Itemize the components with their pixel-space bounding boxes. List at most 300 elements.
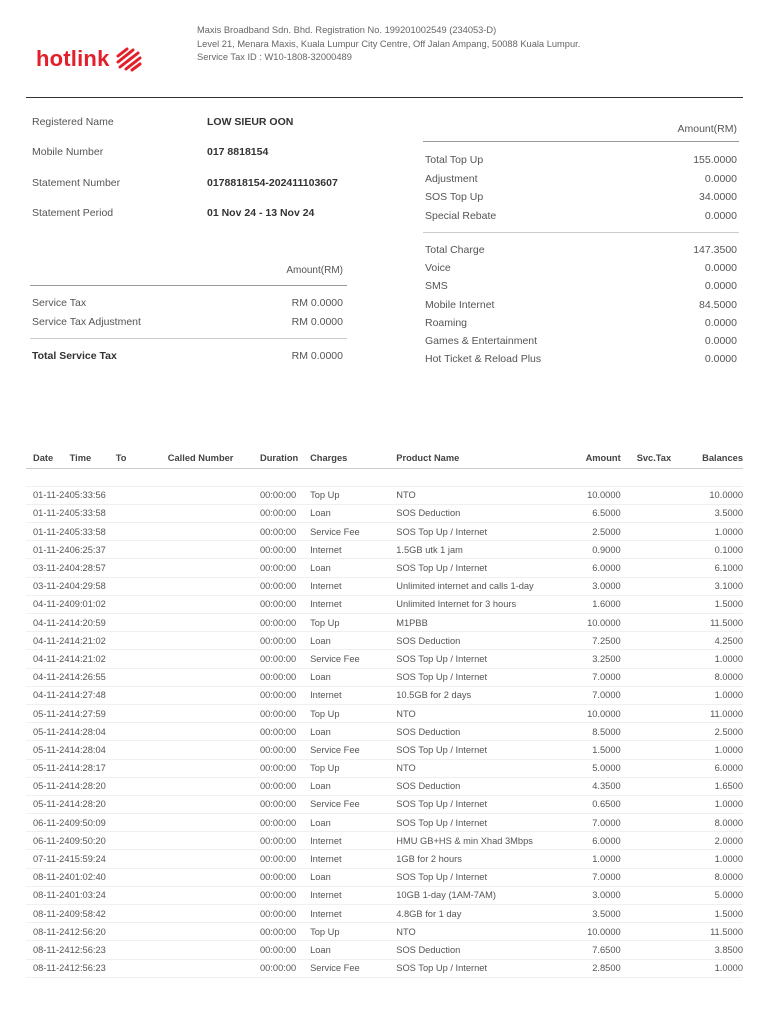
cell-date: 08-11-24 — [26, 923, 70, 941]
cell-balance: 2.5000 — [691, 723, 743, 741]
cell-balance: 1.6500 — [691, 777, 743, 795]
cell-time: 12:56:20 — [70, 923, 116, 941]
cell-duration: 00:00:00 — [260, 941, 310, 959]
cell-product-name: NTO — [396, 923, 568, 941]
transaction-row — [26, 741, 743, 759]
logo-wordmark: hotlink — [36, 46, 110, 71]
cell-charges: Top Up — [310, 614, 396, 632]
company-registration: Maxis Broadband Sdn. Bhd. Registration No. 199201002549 (234053-D) — [197, 25, 497, 35]
cell-balance: 2.0000 — [691, 832, 743, 850]
transaction-row — [26, 486, 743, 504]
cell-product-name: SOS Top Up / Internet — [396, 668, 568, 686]
cell-charges: Loan — [310, 668, 396, 686]
mobile-number-value: 017 8818154 — [207, 146, 269, 158]
transaction-row — [26, 595, 743, 613]
tax-total-divider — [30, 338, 347, 339]
cell-duration: 00:00:00 — [260, 541, 310, 559]
cell-duration: 00:00:00 — [260, 614, 310, 632]
transaction-row — [26, 686, 743, 704]
cell-called-number — [168, 795, 260, 813]
transaction-row — [26, 886, 743, 904]
total-service-tax-label: Total Service Tax — [32, 350, 117, 362]
cell-balance: 4.2500 — [691, 632, 743, 650]
cell-amount: 10.0000 — [569, 486, 621, 504]
transaction-row — [26, 504, 743, 522]
summary-row-label: Games & Entertainment — [425, 335, 538, 347]
cell-duration: 00:00:00 — [260, 923, 310, 941]
cell-balance: 8.0000 — [691, 814, 743, 832]
cell-charges: Service Fee — [310, 741, 396, 759]
cell-svc-tax — [621, 959, 691, 977]
cell-amount: 7.6500 — [569, 941, 621, 959]
cell-balance: 0.1000 — [691, 541, 743, 559]
cell-time: 01:03:24 — [70, 886, 116, 904]
cell-product-name: SOS Top Up / Internet — [396, 741, 568, 759]
cell-date: 04-11-24 — [26, 668, 70, 686]
transaction-row — [26, 559, 743, 577]
cell-product-name: SOS Top Up / Internet — [396, 795, 568, 813]
cell-product-name: M1PBB — [396, 614, 568, 632]
cell-time: 14:27:48 — [70, 686, 116, 704]
cell-balance: 1.0000 — [691, 686, 743, 704]
cell-balance: 1.0000 — [691, 523, 743, 541]
cell-to — [116, 650, 168, 668]
cell-product-name: SOS Deduction — [396, 777, 568, 795]
cell-svc-tax — [621, 777, 691, 795]
cell-to — [116, 559, 168, 577]
cell-svc-tax — [621, 905, 691, 923]
cell-charges: Top Up — [310, 923, 396, 941]
cell-to — [116, 959, 168, 977]
cell-product-name: NTO — [396, 704, 568, 722]
cell-date: 01-11-24 — [26, 504, 70, 522]
cell-svc-tax — [621, 868, 691, 886]
col-date: Date — [26, 448, 70, 468]
cell-duration: 00:00:00 — [260, 595, 310, 613]
cell-date: 07-11-24 — [26, 850, 70, 868]
cell-to — [116, 941, 168, 959]
transaction-row — [26, 832, 743, 850]
cell-to — [116, 923, 168, 941]
cell-balance: 1.5000 — [691, 595, 743, 613]
cell-duration: 00:00:00 — [260, 850, 310, 868]
cell-amount: 2.8500 — [569, 959, 621, 977]
cell-called-number — [168, 814, 260, 832]
cell-called-number — [168, 959, 260, 977]
cell-balance: 1.5000 — [691, 905, 743, 923]
cell-duration: 00:00:00 — [260, 832, 310, 850]
cell-svc-tax — [621, 795, 691, 813]
cell-product-name: 10GB 1-day (1AM-7AM) — [396, 886, 568, 904]
cell-product-name: HMU GB+HS & min Xhad 3Mbps — [396, 832, 568, 850]
cell-charges: Internet — [310, 686, 396, 704]
cell-balance: 11.5000 — [691, 614, 743, 632]
transaction-row — [26, 814, 743, 832]
cell-charges: Loan — [310, 941, 396, 959]
transaction-table — [26, 448, 743, 978]
cell-date: 05-11-24 — [26, 704, 70, 722]
statement-period-value: 01 Nov 24 - 13 Nov 24 — [207, 207, 315, 219]
cell-svc-tax — [621, 650, 691, 668]
cell-called-number — [168, 723, 260, 741]
cell-called-number — [168, 595, 260, 613]
cell-svc-tax — [621, 486, 691, 504]
cell-to — [116, 723, 168, 741]
cell-svc-tax — [621, 559, 691, 577]
cell-balance: 3.5000 — [691, 504, 743, 522]
cell-duration: 00:00:00 — [260, 668, 310, 686]
cell-amount: 8.5000 — [569, 723, 621, 741]
transaction-row — [26, 868, 743, 886]
cell-balance: 3.1000 — [691, 577, 743, 595]
cell-charges: Loan — [310, 777, 396, 795]
cell-called-number — [168, 541, 260, 559]
cell-amount: 3.2500 — [569, 650, 621, 668]
transaction-row — [26, 523, 743, 541]
statement-header — [0, 0, 768, 98]
cell-charges: Loan — [310, 868, 396, 886]
summary-row-value: 0.0000 — [704, 353, 737, 366]
statement-number-value: 0178818154-202411103607 — [207, 177, 338, 189]
cell-time: 14:28:17 — [70, 759, 116, 777]
cell-date: 08-11-24 — [26, 868, 70, 886]
summary-row-label: Total Charge — [425, 244, 485, 256]
cell-to — [116, 814, 168, 832]
cell-amount: 10.0000 — [569, 923, 621, 941]
cell-called-number — [168, 559, 260, 577]
cell-svc-tax — [621, 741, 691, 759]
cell-balance: 6.1000 — [691, 559, 743, 577]
cell-to — [116, 795, 168, 813]
col-duration: Duration — [260, 448, 310, 468]
cell-duration: 00:00:00 — [260, 504, 310, 522]
cell-duration: 00:00:00 — [260, 523, 310, 541]
cell-date: 08-11-24 — [26, 959, 70, 977]
col-to: To — [116, 448, 168, 468]
service-tax-value: RM 0.0000 — [291, 297, 343, 309]
cell-charges: Top Up — [310, 759, 396, 777]
cell-date: 05-11-24 — [26, 777, 70, 795]
cell-charges: Loan — [310, 559, 396, 577]
cell-svc-tax — [621, 850, 691, 868]
cell-called-number — [168, 832, 260, 850]
transaction-row — [26, 614, 743, 632]
cell-date: 03-11-24 — [26, 577, 70, 595]
cell-svc-tax — [621, 504, 691, 522]
cell-called-number — [168, 577, 260, 595]
col-svc-tax: Svc.Tax — [621, 448, 691, 468]
cell-to — [116, 759, 168, 777]
summary-row-value: 155.0000 — [693, 154, 737, 166]
transaction-row — [26, 795, 743, 813]
cell-called-number — [168, 868, 260, 886]
cell-time: 12:56:23 — [70, 959, 116, 977]
summary-row-label: Voice — [425, 262, 451, 275]
cell-date: 01-11-24 — [26, 541, 70, 559]
cell-svc-tax — [621, 541, 691, 559]
cell-date: 08-11-24 — [26, 941, 70, 959]
cell-duration: 00:00:00 — [260, 577, 310, 595]
cell-charges: Service Fee — [310, 523, 396, 541]
transaction-header-row — [26, 448, 743, 468]
cell-duration: 00:00:00 — [260, 741, 310, 759]
cell-product-name: NTO — [396, 486, 568, 504]
summary-row-value: 0.0000 — [704, 335, 737, 347]
summary-row-value: 0.0000 — [704, 172, 737, 185]
cell-balance: 1.0000 — [691, 741, 743, 759]
total-service-tax-value: RM 0.0000 — [291, 350, 343, 362]
cell-balance: 6.0000 — [691, 759, 743, 777]
cell-product-name: 1.5GB utk 1 jam — [396, 541, 568, 559]
cell-svc-tax — [621, 577, 691, 595]
cell-charges: Loan — [310, 723, 396, 741]
cell-product-name: SOS Deduction — [396, 941, 568, 959]
cell-called-number — [168, 850, 260, 868]
cell-amount: 7.0000 — [569, 868, 621, 886]
cell-svc-tax — [621, 814, 691, 832]
cell-called-number — [168, 886, 260, 904]
cell-balance: 10.0000 — [691, 486, 743, 504]
cell-called-number — [168, 504, 260, 522]
cell-duration: 00:00:00 — [260, 795, 310, 813]
cell-amount: 6.0000 — [569, 559, 621, 577]
cell-called-number — [168, 686, 260, 704]
service-tax-label: Service Tax — [32, 297, 87, 309]
transaction-row — [26, 650, 743, 668]
transaction-row — [26, 959, 743, 977]
summary-amount-header: Amount(RM) — [677, 123, 737, 135]
cell-svc-tax — [621, 595, 691, 613]
transaction-row — [26, 759, 743, 777]
cell-product-name: SOS Deduction — [396, 632, 568, 650]
statement-period-label: Statement Period — [32, 207, 114, 219]
cell-product-name: NTO — [396, 759, 568, 777]
tax-amount-header: Amount(RM) — [286, 265, 343, 276]
cell-time: 14:28:20 — [70, 777, 116, 795]
service-tax-adjustment-label: Service Tax Adjustment — [32, 316, 141, 328]
cell-duration: 00:00:00 — [260, 814, 310, 832]
cell-balance: 1.0000 — [691, 959, 743, 977]
cell-called-number — [168, 523, 260, 541]
cell-amount: 7.0000 — [569, 814, 621, 832]
cell-charges: Internet — [310, 850, 396, 868]
cell-time: 14:21:02 — [70, 650, 116, 668]
cell-svc-tax — [621, 941, 691, 959]
cell-balance: 1.0000 — [691, 650, 743, 668]
cell-svc-tax — [621, 923, 691, 941]
cell-charges: Internet — [310, 832, 396, 850]
cell-time: 14:28:04 — [70, 723, 116, 741]
cell-date: 08-11-24 — [26, 905, 70, 923]
cell-amount: 10.0000 — [569, 614, 621, 632]
cell-date: 05-11-24 — [26, 759, 70, 777]
cell-called-number — [168, 668, 260, 686]
summary-row-value: 0.0000 — [704, 280, 737, 293]
summary-row-label: Adjustment — [425, 172, 478, 185]
transaction-row — [26, 923, 743, 941]
cell-to — [116, 504, 168, 522]
cell-amount: 1.0000 — [569, 850, 621, 868]
summary-row-value: 147.3500 — [693, 244, 737, 256]
cell-time: 06:25:37 — [70, 541, 116, 559]
cell-charges: Top Up — [310, 486, 396, 504]
cell-date: 04-11-24 — [26, 632, 70, 650]
cell-svc-tax — [621, 614, 691, 632]
cell-charges: Loan — [310, 504, 396, 522]
cell-time: 05:33:56 — [70, 486, 116, 504]
cell-svc-tax — [621, 668, 691, 686]
cell-amount: 0.6500 — [569, 795, 621, 813]
cell-amount: 1.5000 — [569, 741, 621, 759]
cell-date: 05-11-24 — [26, 795, 70, 813]
service-tax-adjustment-value: RM 0.0000 — [291, 316, 343, 328]
cell-product-name: SOS Top Up / Internet — [396, 814, 568, 832]
summary-row-value: 0.0000 — [704, 262, 737, 275]
cell-amount: 7.0000 — [569, 668, 621, 686]
cell-amount: 10.0000 — [569, 704, 621, 722]
summary-row-label: Special Rebate — [425, 209, 497, 222]
cell-charges: Internet — [310, 577, 396, 595]
transaction-row — [26, 632, 743, 650]
cell-product-name: SOS Top Up / Internet — [396, 523, 568, 541]
summary-row-label: Roaming — [425, 316, 468, 329]
cell-date: 01-11-24 — [26, 523, 70, 541]
registered-name-value: LOW SIEUR OON — [207, 116, 294, 128]
tax-header-divider — [30, 285, 347, 286]
cell-product-name: SOS Top Up / Internet — [396, 650, 568, 668]
cell-duration: 00:00:00 — [260, 777, 310, 795]
cell-called-number — [168, 614, 260, 632]
transaction-row — [26, 723, 743, 741]
summary-row-label: SMS — [425, 280, 448, 293]
hotlink-logo — [36, 44, 144, 74]
summary-row-value: 0.0000 — [704, 209, 737, 222]
company-address: Level 21, Menara Maxis, Kuala Lumpur City Centre, Off Jalan Ampang, 50088 Kuala Lumpur. — [197, 38, 581, 49]
cell-date: 01-11-24 — [26, 486, 70, 504]
cell-to — [116, 850, 168, 868]
cell-amount: 5.0000 — [569, 759, 621, 777]
cell-amount: 3.5000 — [569, 905, 621, 923]
cell-amount: 7.2500 — [569, 632, 621, 650]
cell-time: 09:58:42 — [70, 905, 116, 923]
statement-number-label: Statement Number — [32, 177, 121, 189]
cell-amount: 1.6000 — [569, 595, 621, 613]
cell-charges: Loan — [310, 814, 396, 832]
cell-time: 12:56:23 — [70, 941, 116, 959]
col-product-name: Product Name — [396, 448, 568, 468]
cell-amount: 7.0000 — [569, 686, 621, 704]
cell-to — [116, 668, 168, 686]
cell-product-name: SOS Deduction — [396, 504, 568, 522]
cell-time: 14:27:59 — [70, 704, 116, 722]
cell-charges: Loan — [310, 632, 396, 650]
cell-amount: 0.9000 — [569, 541, 621, 559]
cell-product-name: SOS Top Up / Internet — [396, 868, 568, 886]
cell-charges: Service Fee — [310, 650, 396, 668]
cell-svc-tax — [621, 704, 691, 722]
cell-duration: 00:00:00 — [260, 759, 310, 777]
cell-duration: 00:00:00 — [260, 959, 310, 977]
cell-date: 05-11-24 — [26, 741, 70, 759]
cell-time: 14:21:02 — [70, 632, 116, 650]
cell-amount: 4.3500 — [569, 777, 621, 795]
cell-product-name: 1GB for 2 hours — [396, 850, 568, 868]
cell-date: 06-11-24 — [26, 832, 70, 850]
company-info — [197, 24, 580, 65]
cell-called-number — [168, 759, 260, 777]
cell-to — [116, 577, 168, 595]
cell-to — [116, 832, 168, 850]
summary-charge-divider — [423, 232, 739, 233]
summary-row-value: 34.0000 — [699, 191, 737, 203]
cell-duration: 00:00:00 — [260, 886, 310, 904]
cell-duration: 00:00:00 — [260, 704, 310, 722]
registered-name-label: Registered Name — [32, 116, 114, 128]
cell-amount: 6.5000 — [569, 504, 621, 522]
cell-amount: 3.0000 — [569, 886, 621, 904]
cell-balance: 8.0000 — [691, 868, 743, 886]
cell-date: 04-11-24 — [26, 595, 70, 613]
cell-date: 04-11-24 — [26, 686, 70, 704]
cell-charges: Top Up — [310, 704, 396, 722]
cell-product-name: Unlimited Internet for 3 hours — [396, 595, 568, 613]
cell-called-number — [168, 486, 260, 504]
cell-charges: Internet — [310, 886, 396, 904]
cell-date: 04-11-24 — [26, 614, 70, 632]
col-balances: Balances — [691, 448, 743, 468]
cell-balance: 5.0000 — [691, 886, 743, 904]
cell-duration: 00:00:00 — [260, 486, 310, 504]
cell-called-number — [168, 923, 260, 941]
cell-to — [116, 777, 168, 795]
transaction-row — [26, 577, 743, 595]
cell-to — [116, 741, 168, 759]
cell-to — [116, 632, 168, 650]
cell-amount: 3.0000 — [569, 577, 621, 595]
cell-svc-tax — [621, 759, 691, 777]
cell-time: 01:02:40 — [70, 868, 116, 886]
cell-product-name: SOS Top Up / Internet — [396, 959, 568, 977]
transaction-row — [26, 850, 743, 868]
cell-duration: 00:00:00 — [260, 723, 310, 741]
cell-balance: 11.5000 — [691, 923, 743, 941]
cell-to — [116, 523, 168, 541]
summary-row-value: 84.5000 — [699, 298, 737, 311]
cell-time: 15:59:24 — [70, 850, 116, 868]
cell-to — [116, 704, 168, 722]
cell-time: 05:33:58 — [70, 504, 116, 522]
cell-date: 03-11-24 — [26, 559, 70, 577]
cell-date: 04-11-24 — [26, 650, 70, 668]
cell-date: 06-11-24 — [26, 814, 70, 832]
mobile-number-label: Mobile Number — [32, 146, 104, 158]
company-tax-id: Service Tax ID : W10-1808-32000489 — [197, 52, 352, 62]
summary-header-divider — [423, 141, 739, 142]
cell-date: 08-11-24 — [26, 886, 70, 904]
cell-to — [116, 614, 168, 632]
cell-called-number — [168, 905, 260, 923]
cell-time: 14:28:04 — [70, 741, 116, 759]
cell-time: 09:50:09 — [70, 814, 116, 832]
cell-called-number — [168, 704, 260, 722]
cell-balance: 1.0000 — [691, 795, 743, 813]
cell-balance: 11.0000 — [691, 704, 743, 722]
col-charges: Charges — [310, 448, 396, 468]
cell-to — [116, 886, 168, 904]
cell-amount: 2.5000 — [569, 523, 621, 541]
cell-time: 14:26:55 — [70, 668, 116, 686]
cell-time: 09:50:20 — [70, 832, 116, 850]
